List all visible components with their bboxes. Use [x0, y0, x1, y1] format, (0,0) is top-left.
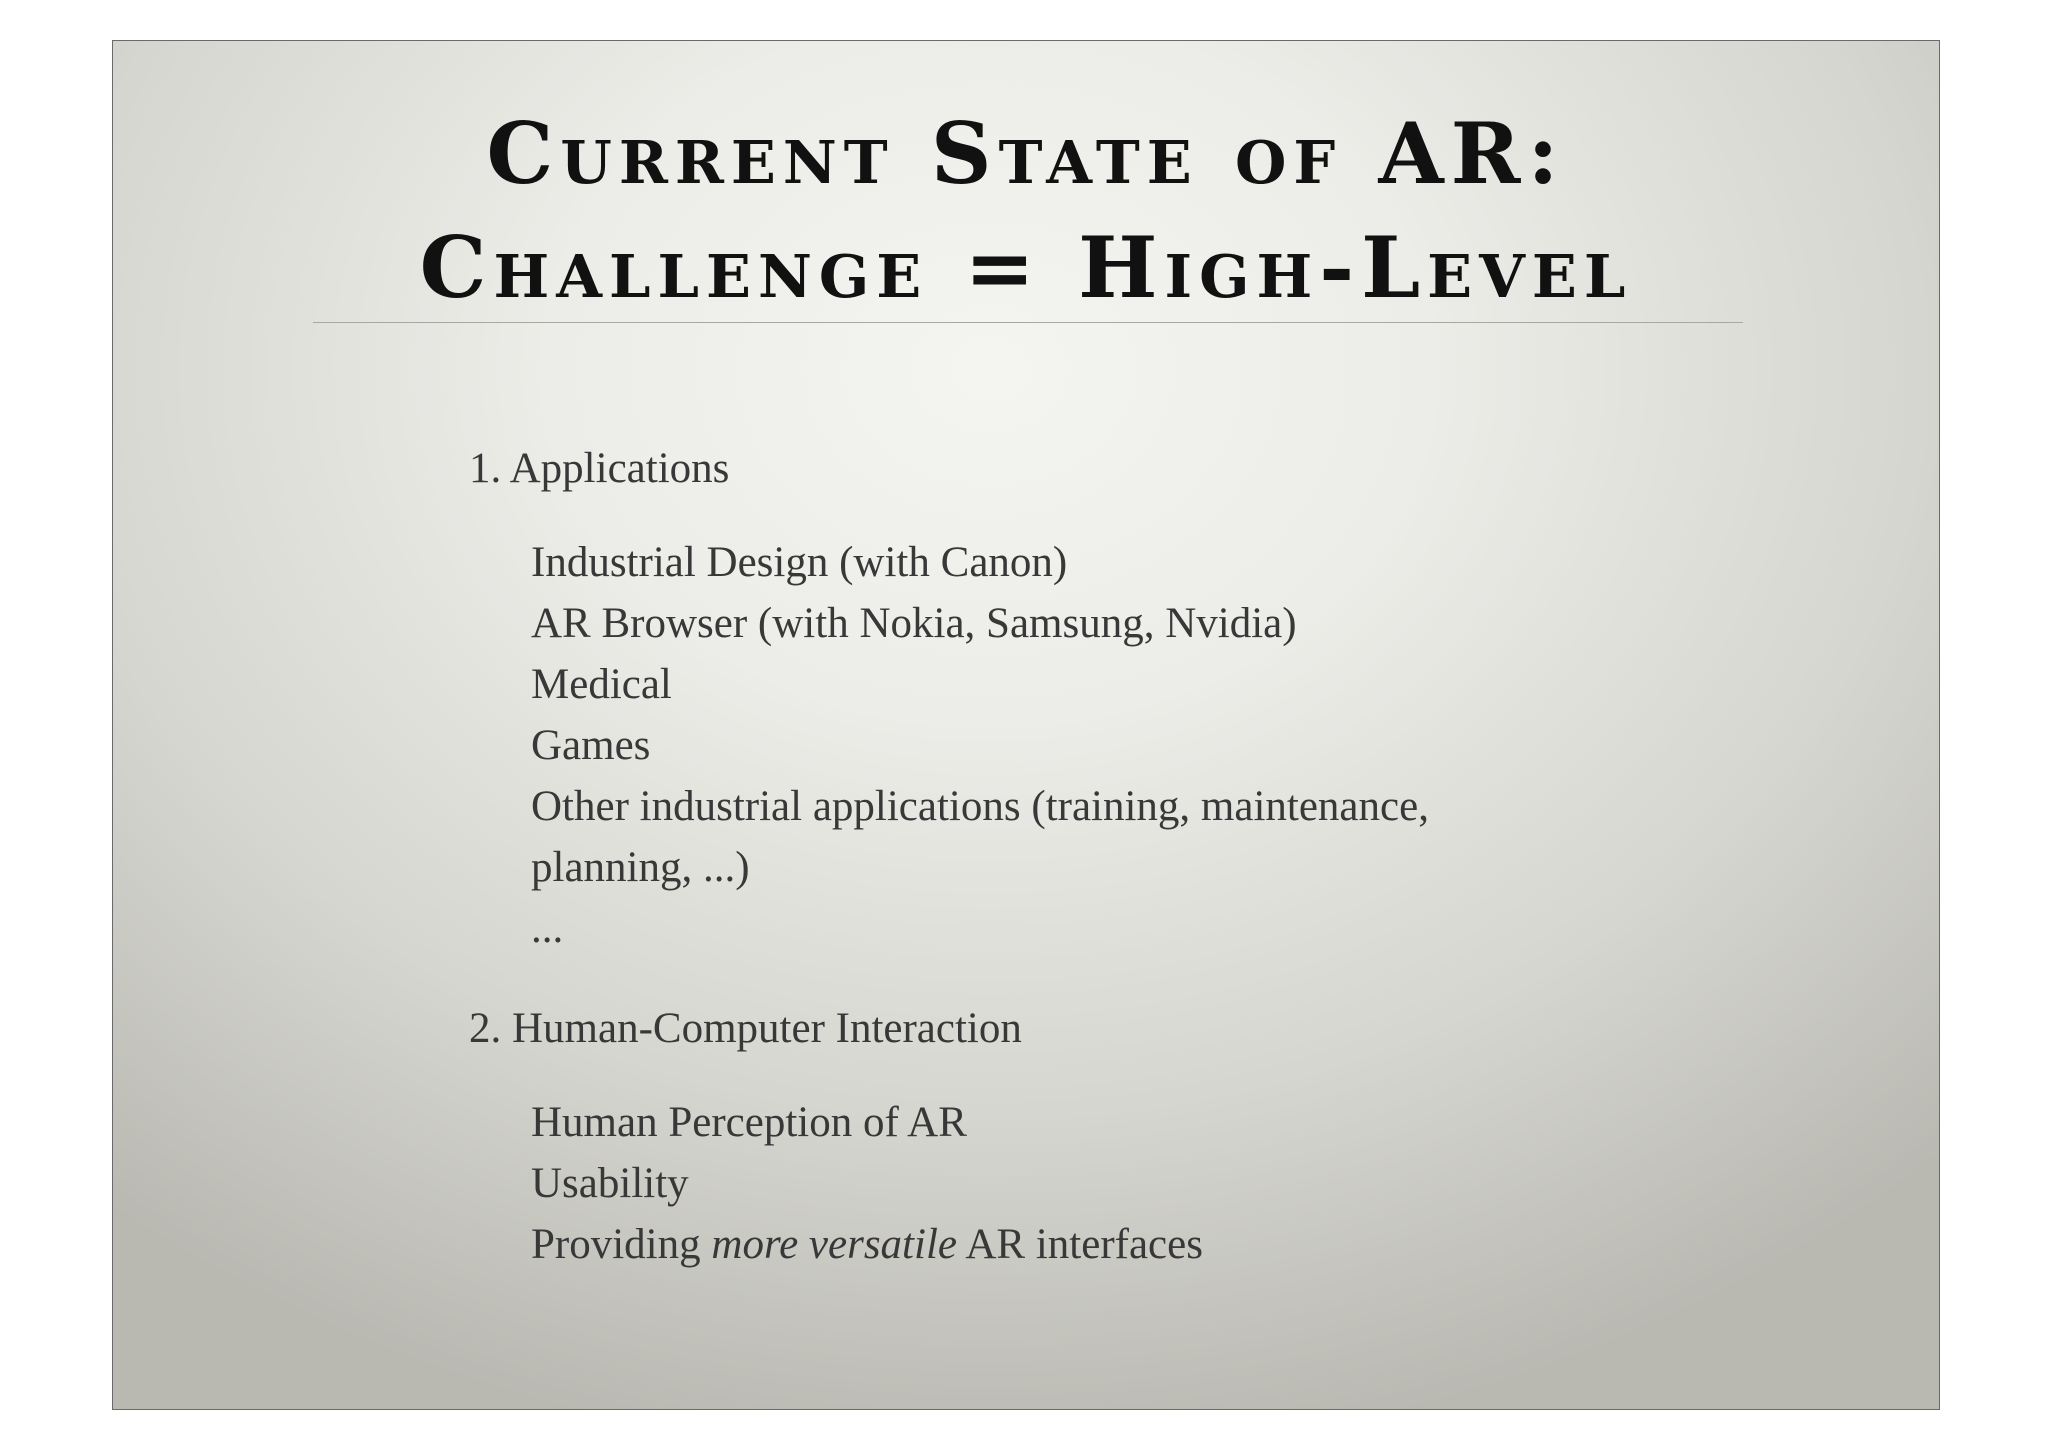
list-item-text: Providing: [531, 1221, 712, 1268]
slide-title-line-2: Challenge = High-Level: [419, 218, 1633, 317]
section-list: [469, 1092, 1769, 1275]
section-human-computer-interaction: [469, 999, 1769, 1275]
section-applications: [469, 439, 1769, 959]
list-item: Human Perception of AR: [531, 1099, 967, 1146]
section-heading: 2. Human-Computer Interaction: [469, 1005, 1022, 1052]
list-item: Usability: [531, 1160, 689, 1207]
list-item: Industrial Design (with Canon): [531, 539, 1068, 586]
list-item: Other industrial applications (training, maintenance,: [531, 783, 1429, 830]
section-heading: 1. Applications: [469, 445, 730, 492]
list-item: Medical: [531, 661, 672, 708]
list-item: AR Browser (with Nokia, Samsung, Nvidia): [531, 600, 1297, 647]
slide-title: [113, 97, 1939, 325]
list-item-text: AR interfaces: [956, 1221, 1203, 1268]
list-item: ...: [531, 905, 564, 952]
list-item: planning, ...): [531, 844, 750, 891]
list-item: Games: [531, 722, 651, 769]
list-item-emphasis: more versatile: [711, 1221, 957, 1268]
slide-body: [469, 439, 1769, 1275]
slide-title-line-1: Current State of AR:: [486, 104, 1566, 203]
list-item: [531, 1214, 1769, 1275]
title-divider: [313, 322, 1743, 323]
section-list: [469, 532, 1769, 959]
slide: [112, 40, 1940, 1410]
